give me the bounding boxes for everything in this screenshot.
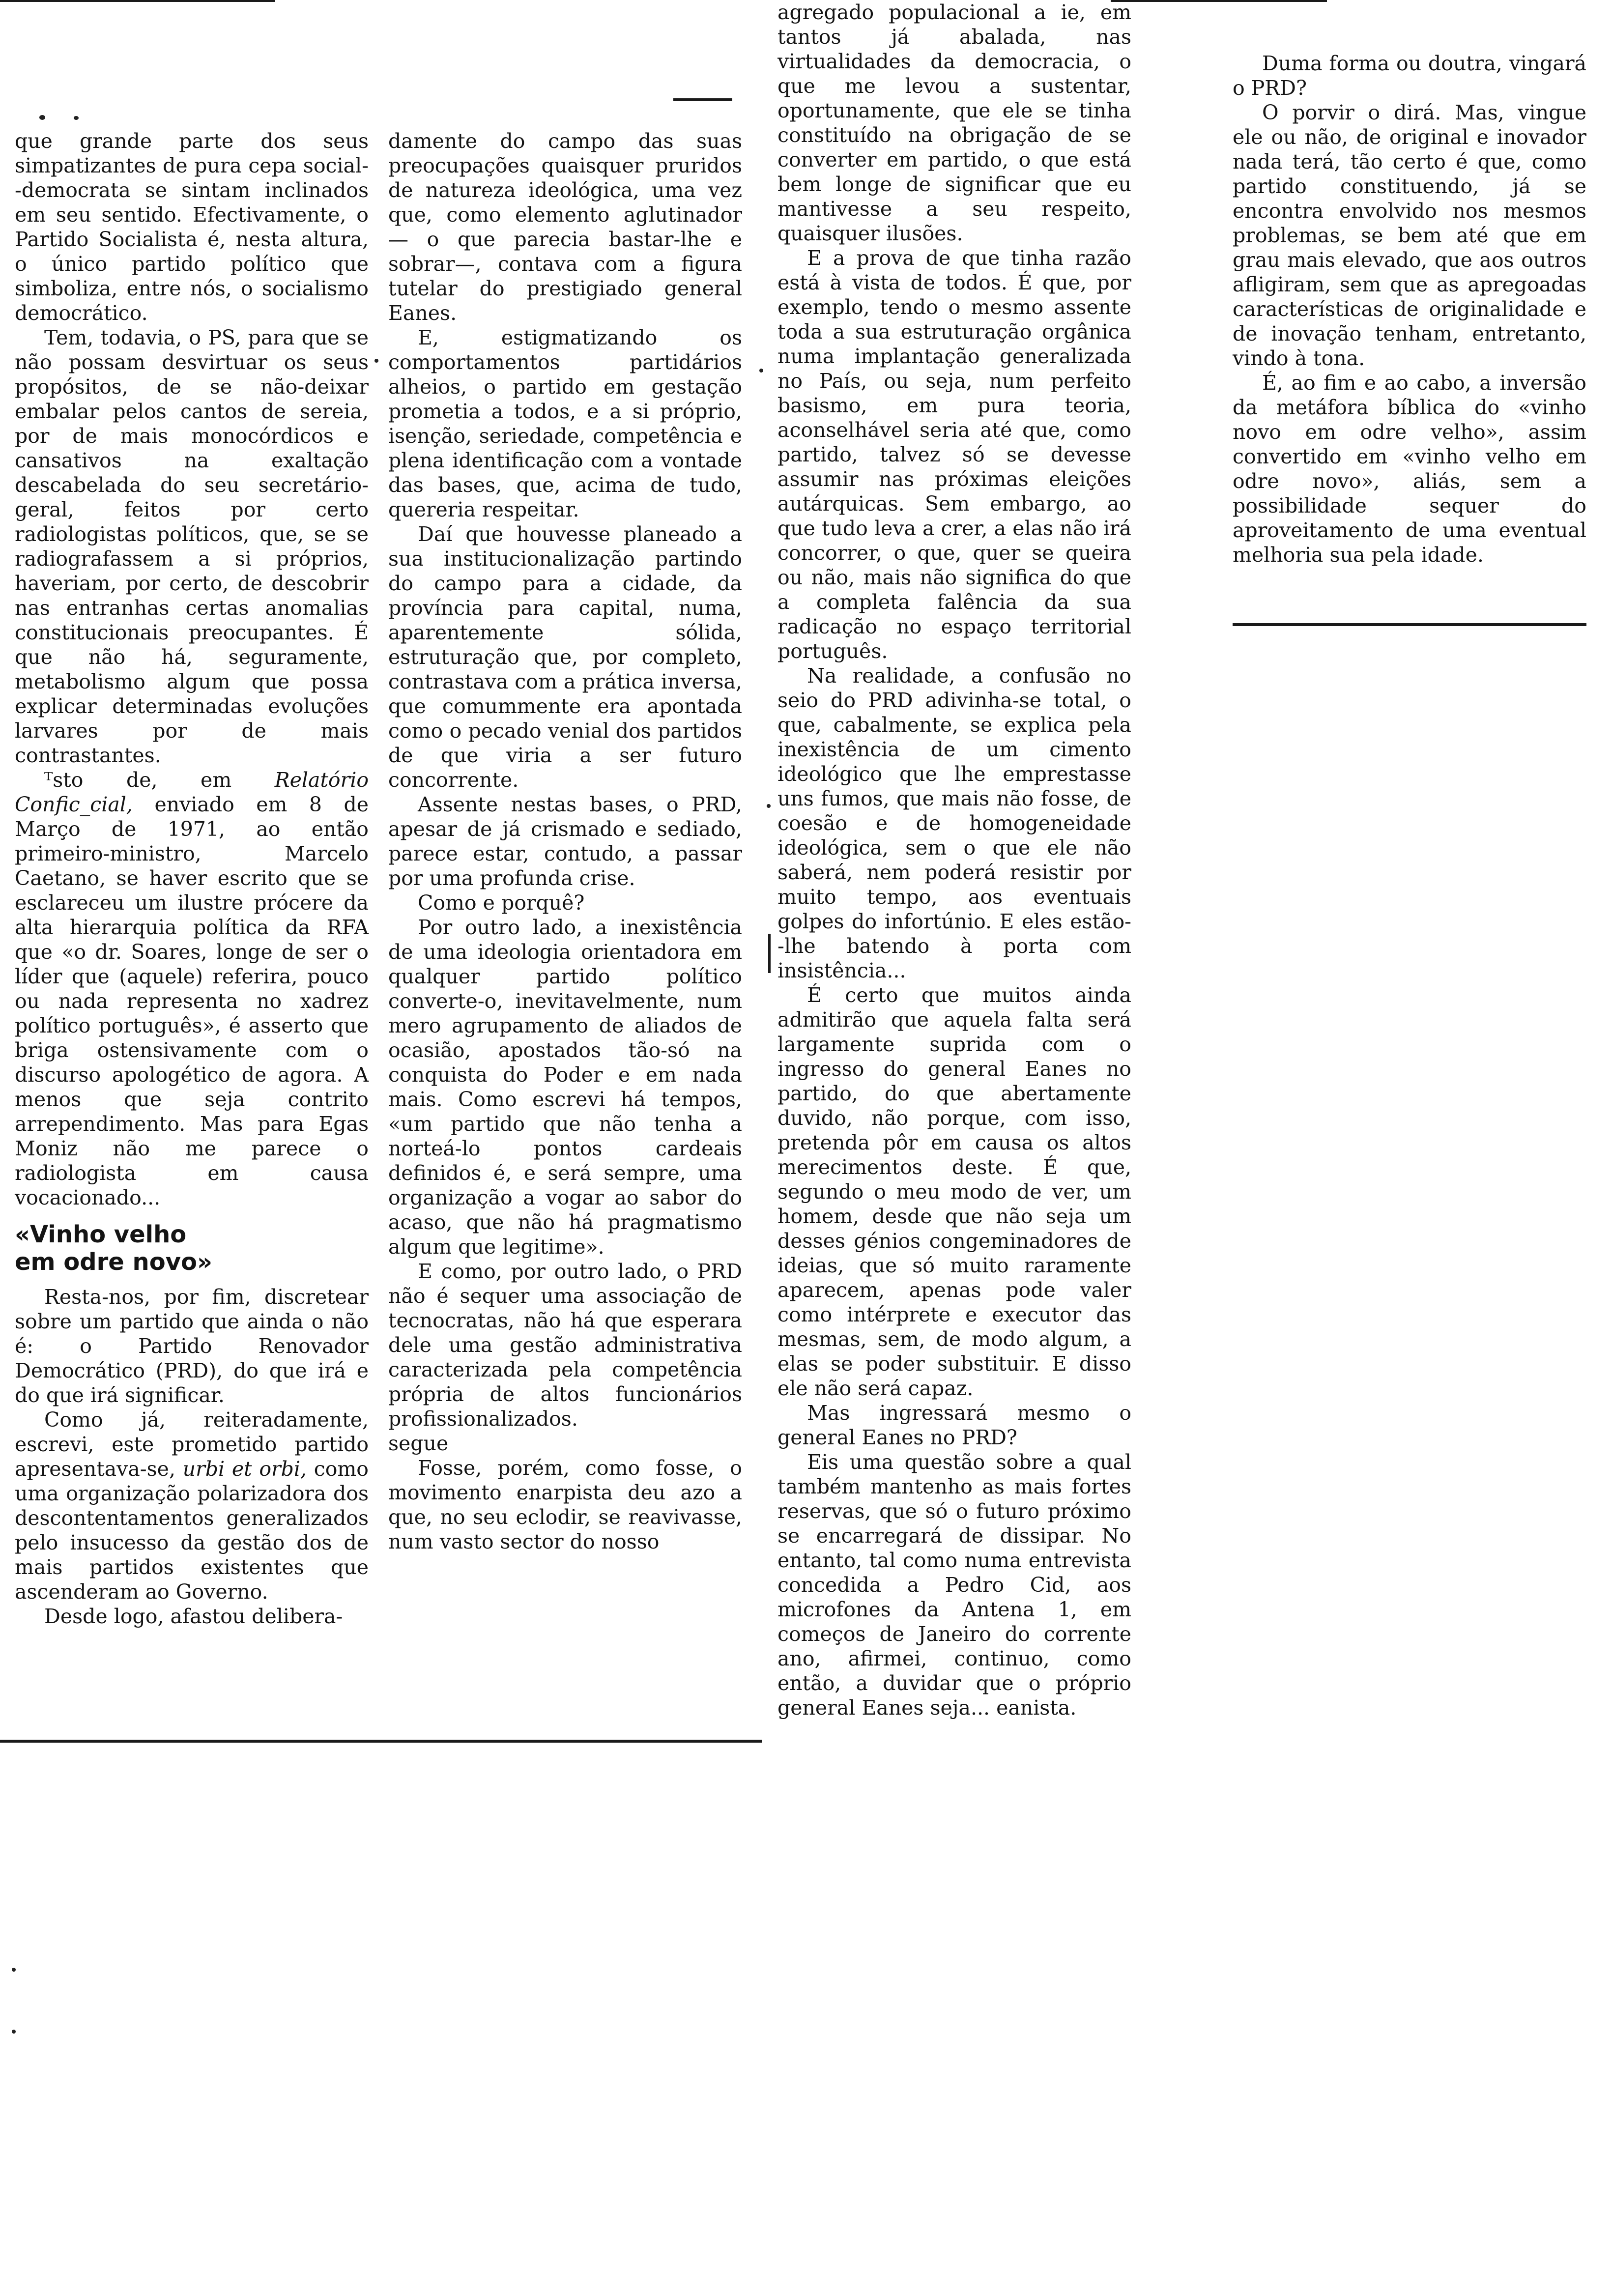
subheading-line: em odre novo» <box>15 1248 212 1276</box>
paragraph: Mas ingressará mesmo o general Eanes no PRD? <box>777 1401 1131 1449</box>
top-rule-left <box>0 0 275 2</box>
paragraph: Duma forma ou doutra, vingará o PRD? <box>1233 52 1586 100</box>
continuation-marker: segue <box>388 1432 449 1455</box>
paragraph: que grande parte dos seus simpatizantes de pura cepa social--democrata se sintam inclinados em seu sentido. Efectivamente, o Partido Socialista é, nesta altura, o único partido político que simboliza, entre nós, o socialismo democrático. <box>15 129 369 325</box>
article-column-1 <box>15 129 369 1629</box>
article-column-4 <box>1233 51 1586 567</box>
paragraph: E como, por outro lado, o PRD não é sequer uma associação de tecnocratas, não há que esperara dele uma gestão administrativa caracterizada pela competência própria de altos funcionários profissionalizados. <box>388 1260 742 1431</box>
italic-title: Relatório Confic_cial, <box>15 768 369 816</box>
subheading-line: «Vinho velho <box>15 1221 187 1248</box>
speck <box>12 2030 16 2034</box>
paragraph: E a prova de que tinha razão está à vista de todos. É que, por exemplo, tendo o mesmo assente toda a sua estruturação orgânica numa implantação generalizada no País, ou seja, num perfeito basismo, em pura teoria, aconselhável seria até que, como partido, talvez só se devesse assumir nas próximas eleições autárquicas. Sem embargo, ao que tudo leva a crer, a elas não irá concorrer, o que, quer se queira ou não, mais não significa do que a completa falência da sua radicação no espaço territorial português. <box>777 246 1131 663</box>
italic-phrase: urbi et orbi, <box>182 1457 307 1481</box>
paragraph: É, ao fim e ao cabo, a inversão da metáfora bíblica do «vinho novo em odre velho», assim convertido em «vinho velho em odre novo», aliás, sem a possibilidade sequer do aproveitamento de uma eventual melhoria sua pela idade. <box>1233 371 1586 567</box>
paragraph: O porvir o dirá. Mas, vingue ele ou não, de original e inovador nada terá, tão certo é que, como partido constituendo, já se encontra envolvido nos mesmos problemas, se bem até que em grau mais elevado, que aos outros afligiram, sem que as apregoadas características de originalidade e de inovação tenham, entretanto, vindo à tona. <box>1233 101 1586 370</box>
paragraph-text: enviado em 8 de Março de 1971, ao então primeiro-ministro, Marcelo Caetano, se haver escrito que se esclareceu um ilustre prócere da alta hierarquia política da RFA que «o dr. Soares, longe de ser o líder que (aquele) referira, pouco ou nada representa no xadrez político português», é asserto que briga ostensivamente com o discurso apologético de agora. A menos que seja contrito arrependimento. Mas para Egas Moniz não me parece o radiologista em causa vocacionado... <box>15 793 369 1209</box>
paragraph: Por outro lado, a inexistência de uma ideologia orientadora em qualquer partido político converte-o, inevitavelmente, num mero agrupamento de aliados de ocasião, apostados tão-só na conquista do Poder e em nada mais. Como escrevi há tempos, «um partido que não tenha a norteá-lo pontos cardeais definidos é, e será sempre, uma organização a vogar ao sabor do acaso, que não há pragmatismo algum que legitime». <box>388 916 742 1259</box>
paragraph <box>15 768 369 1210</box>
paragraph: damente do campo das suas preocupações quaisquer pruridos de natureza ideológica, uma vez que, como elemento aglutinador — o que parecia bastar-lhe e sobrar—, contava com a figura tutelar do prestigiado general Eanes. <box>388 129 742 325</box>
paragraph-text: como uma organização polarizadora dos descontentamentos generalizados pelo insucesso da gestão dos de mais partidos existentes que ascenderam ao Governo. <box>15 1457 369 1604</box>
paragraph: Assente nestas bases, o PRD, apesar de já crismado e sediado, parece estar, contudo, a passar por uma profunda crise. <box>388 793 742 890</box>
speck <box>374 359 378 363</box>
speck <box>74 116 79 120</box>
col4-end-rule <box>1233 623 1586 626</box>
article-column-2 <box>388 129 742 1554</box>
paragraph: E, estigmatizando os comportamentos partidários alheios, o partido em gestação prometia a todos, e a si próprio, isenção, seriedade, competência e plena identificação com a vontade das bases, que, acima de tudo, quereria respeitar. <box>388 326 742 521</box>
paragraph: Daí que houvesse planeado a sua institucionalização partindo do campo para a cidade, da província para capital, numa, aparentemente sólida, estruturação que, por completo, contrastava com a prática inversa, que comummente era apontada como o pecado venial dos partidos de que viria a ser futuro concorrente. <box>388 522 742 792</box>
paragraph: Desde logo, afastou delibera- <box>44 1605 343 1628</box>
bottom-rule-left <box>0 1740 762 1743</box>
paragraph: É certo que muitos ainda admitirão que aquela falta será largamente suprida com o ingresso do general Eanes no partido, do que abertamente duvido, não porque, com isso, pretenda pôr em causa os altos merecimentos deste. É que, segundo o meu modo de ver, um homem, desde que não seja um desses génios congeminadores de ideias, que só muito raramente aparecem, apenas pode valer como intérprete e executor das mesmas, sem, de modo algum, a elas se poder substituir. E disso ele não será capaz. <box>777 983 1131 1400</box>
paragraph: Como e porquê? <box>418 891 585 915</box>
section-subheading <box>15 1221 369 1276</box>
speck <box>759 369 763 373</box>
paragraph: Na realidade, a confusão no seio do PRD adivinha-se total, o que, cabalmente, se explica pela inexistência de um cimento ideológico que lhe emprestasse uns fumos, que mais não fosse, de coesão e de homogeneidade ideológica, sem o que ele não saberá, nem poderá resistir por muito tempo, aos eventuais golpes do infortúnio. E eles estão--lhe batendo à porta com insistência... <box>777 664 1131 982</box>
column-divider-mark <box>768 934 771 973</box>
article-column-3 <box>777 0 1131 1720</box>
top-rule-right <box>1111 0 1327 2</box>
paragraph-text: ᵀsto de, em <box>44 768 275 792</box>
speck <box>12 1968 16 1972</box>
paragraph: Tem, todavia, o PS, para que se não possam desvirtuar os seus propósitos, de se não-deixar embalar pelos cantos de sereia, por de mais monocórdicos e cansativos na exaltação descabelada do seu secretário-geral, feitos por certo radiologistas políticos, que, se se radiografassem a si próprios, haveriam, por certo, de descobrir nas entranhas certas anomalias constitucionais preocupantes. É que não há, seguramente, metabolismo algum que possa explicar determinadas evoluções larvares por de mais contrastantes. <box>15 326 369 767</box>
paragraph: Resta-nos, por fim, discretear sobre um partido que ainda o não é: o Partido Renovador Democrático (PRD), do que irá e do que irá significar. <box>15 1285 369 1407</box>
col2-top-rule <box>673 98 732 101</box>
speck <box>39 115 45 120</box>
paragraph: agregado populacional a ie, em tantos já abalada, nas virtualidades da democracia, o que me levou a sustentar, oportunamente, que ele se tinha constituído na obrigação de se converter em partido, o que está bem longe de significar que eu mantivesse a seu respeito, quaisquer ilusões. <box>777 0 1131 245</box>
paragraph-text: Como já, reiteradamente, escrevi, este prometido partido apresentava-se, <box>15 1408 369 1481</box>
speck <box>767 804 771 808</box>
paragraph: Eis uma questão sobre a qual também mantenho as mais fortes reservas, que só o futuro próximo se encarregará de dissipar. No entanto, tal como numa entrevista concedida a Pedro Cid, aos microfones da Antena 1, em começos de Janeiro do corrente ano, afirmei, continuo, como então, a duvidar que o próprio general Eanes seja... eanista. <box>777 1450 1131 1720</box>
paragraph: Fosse, porém, como fosse, o movimento enarpista deu azo a que, no seu eclodir, se reavivasse, num vasto sector do nosso <box>388 1456 742 1553</box>
paragraph <box>15 1407 369 1604</box>
